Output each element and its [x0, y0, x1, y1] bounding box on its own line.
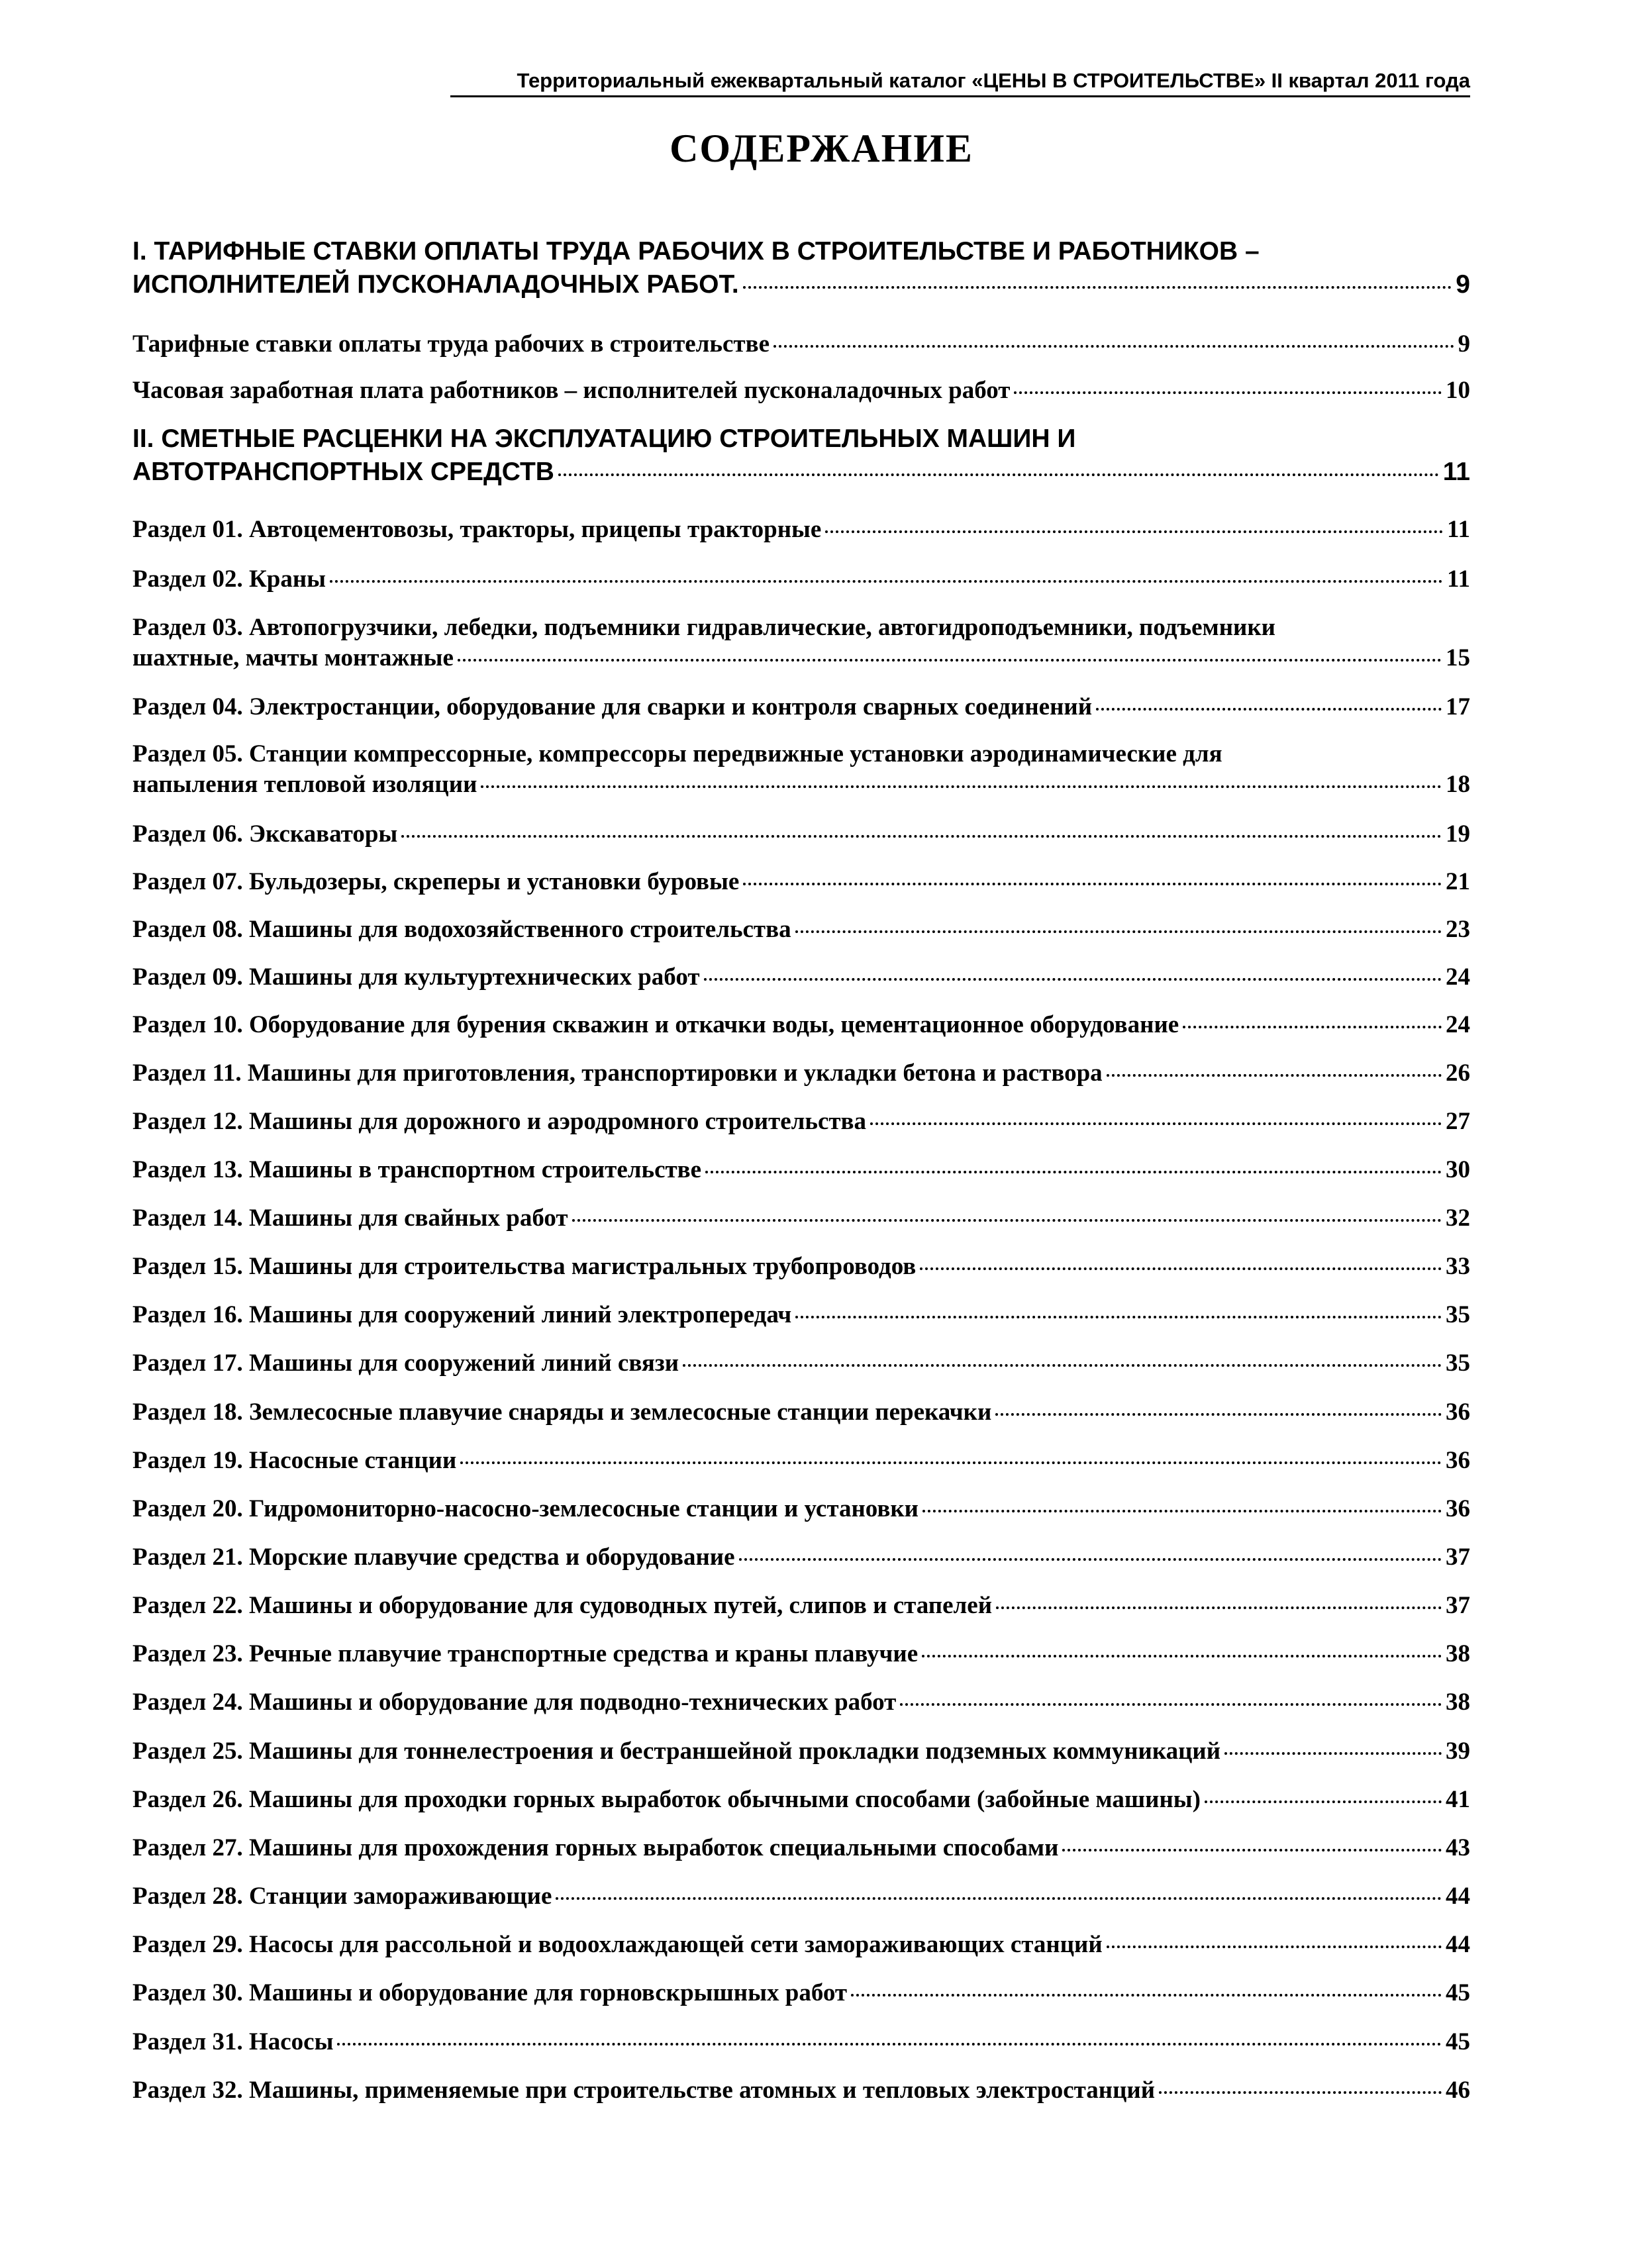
toc-page-number: 39: [1446, 1738, 1470, 1765]
toc-page-number: 37: [1446, 1592, 1470, 1619]
toc-entry-title: ИСПОЛНИТЕЛЕЙ ПУСКОНАЛАДОЧНЫХ РАБОТ.: [132, 270, 739, 299]
dot-leader: [330, 580, 1443, 583]
toc-entry-title: Раздел 27. Машины для прохождения горных выработок специальными способами: [132, 1834, 1059, 1861]
dot-leader: [739, 1558, 1442, 1561]
toc-entry-title: Раздел 06. Экскаваторы: [132, 820, 398, 848]
dot-leader: [558, 473, 1439, 476]
toc-entry-title: Раздел 09. Машины для культуртехнических работ: [132, 963, 700, 991]
dot-leader: [870, 1122, 1442, 1125]
toc-page-number: 44: [1446, 1931, 1470, 1958]
toc-entry-title: Раздел 17. Машины для сооружений линий связи: [132, 1350, 679, 1377]
toc-entry-title: Раздел 22. Машины и оборудование для судоводных путей, слипов и стапелей: [132, 1592, 993, 1619]
toc-entry[interactable]: [132, 819, 1470, 850]
toc-entry-title: Раздел 25. Машины для тоннелестроения и бестраншейной прокладки подземных коммуникаций: [132, 1738, 1221, 1765]
toc-page-number: 36: [1446, 1447, 1470, 1474]
toc-entry[interactable]: [132, 1494, 1470, 1524]
toc-page-number: 44: [1446, 1883, 1470, 1910]
dot-leader: [683, 1364, 1442, 1367]
toc-entry-title: Раздел 14. Машины для свайных работ: [132, 1205, 568, 1232]
toc-entry-title: Раздел 01. Автоцементовозы, тракторы, прицепы тракторные: [132, 516, 822, 543]
toc-entry[interactable]: [132, 375, 1470, 406]
dot-leader: [458, 659, 1442, 662]
toc-page-number: 18: [1446, 771, 1470, 798]
dot-leader: [920, 1267, 1442, 1270]
toc-page-number: 9: [1456, 270, 1470, 299]
toc-entry-title: Раздел 10. Оборудование для бурения скважин и откачки воды, цементационное оборудование: [132, 1011, 1179, 1038]
toc-page-number: 27: [1446, 1108, 1470, 1135]
toc-page-number: 24: [1446, 1011, 1470, 1038]
dot-leader: [795, 930, 1442, 933]
toc-page-number: 9: [1458, 330, 1470, 358]
toc-entry-title: Раздел 26. Машины для проходки горных выработок обычными способами (забойные машины): [132, 1786, 1201, 1813]
toc-page-number: 24: [1446, 963, 1470, 991]
dot-leader: [401, 835, 1442, 838]
toc-entry-line: II. СМЕТНЫЕ РАСЦЕНКИ НА ЭКСПЛУАТАЦИЮ СТРОИТЕЛЬНЫХ МАШИН И: [132, 424, 1076, 453]
toc-entry[interactable]: [132, 1542, 1470, 1573]
toc-entry[interactable]: [132, 1107, 1470, 1137]
toc-page-number: 15: [1446, 644, 1470, 671]
toc-entry[interactable]: [132, 1930, 1470, 1960]
toc-entry-title: Раздел 28. Станции замораживающие: [132, 1883, 552, 1910]
toc-page-number: 19: [1446, 820, 1470, 848]
toc-entry-title: Раздел 32. Машины, применяемые при строительстве атомных и тепловых электростанций: [132, 2077, 1156, 2104]
toc-entry-title: Раздел 19. Насосные станции: [132, 1447, 457, 1474]
toc-entry-title: Раздел 16. Машины для сооружений линий электропередач: [132, 1301, 792, 1328]
toc-entry[interactable]: [132, 2027, 1470, 2057]
toc-page-number: 32: [1446, 1205, 1470, 1232]
dot-leader: [1224, 1752, 1442, 1755]
dot-leader: [481, 785, 1442, 788]
dot-leader: [460, 1461, 1442, 1464]
toc-page-number: 35: [1446, 1350, 1470, 1377]
toc-entry-title: Часовая заработная плата работников – исполнителей пусконаладочных работ: [132, 377, 1011, 404]
toc-page-number: 26: [1446, 1060, 1470, 1087]
toc-page-number: 11: [1447, 566, 1470, 593]
toc-page-number: 17: [1446, 693, 1470, 720]
toc-page-number: 41: [1446, 1786, 1470, 1813]
toc-entry[interactable]: [132, 1978, 1470, 2008]
toc-entry-title: Раздел 13. Машины в транспортном строительстве: [132, 1156, 702, 1183]
toc-entry-title: напыления тепловой изоляции: [132, 771, 477, 798]
toc-entry-title: Раздел 11. Машины для приготовления, транспортировки и укладки бетона и раствора: [132, 1060, 1103, 1087]
toc-page-number: 36: [1446, 1495, 1470, 1522]
toc-page-number: 10: [1446, 377, 1470, 404]
toc-page-number: 33: [1446, 1253, 1470, 1280]
toc-entry[interactable]: [132, 1687, 1470, 1718]
toc-page-number: 46: [1446, 2077, 1470, 2104]
dot-leader: [825, 530, 1443, 533]
toc-entry-title: АВТОТРАНСПОРТНЫХ СРЕДСТВ: [132, 458, 554, 486]
dot-leader: [995, 1413, 1442, 1416]
toc-entry[interactable]: [132, 1058, 1470, 1089]
dot-leader: [900, 1703, 1442, 1706]
toc-entry[interactable]: [132, 613, 1470, 673]
toc-entry[interactable]: [132, 515, 1470, 545]
dot-leader: [795, 1316, 1442, 1318]
toc-page-number: 37: [1446, 1544, 1470, 1571]
toc-entry-title: Раздел 29. Насосы для рассольной и водоохлаждающей сети замораживающих станций: [132, 1931, 1103, 1958]
toc-entry-title: Раздел 18. Землесосные плавучие снаряды и землесосные станции перекачки: [132, 1399, 992, 1426]
toc-entry-title: Раздел 12. Машины для дорожного и аэродромного строительства: [132, 1108, 867, 1135]
toc-page-number: 45: [1446, 1979, 1470, 2006]
toc-entry-title: Раздел 21. Морские плавучие средства и оборудование: [132, 1544, 735, 1571]
running-header: Территориальный ежеквартальный каталог «ЦЕНЫ В СТРОИТЕЛЬСТВЕ» II квартал 2011 года: [450, 66, 1470, 97]
toc-page-number: 35: [1446, 1301, 1470, 1328]
dot-leader: [1159, 2091, 1442, 2094]
toc-page-number: 38: [1446, 1640, 1470, 1667]
toc-entry-title: шахтные, мачты монтажные: [132, 644, 454, 671]
toc-entry[interactable]: [132, 1348, 1470, 1379]
toc-entry[interactable]: [132, 962, 1470, 993]
dot-leader: [1096, 708, 1442, 711]
dot-leader: [743, 286, 1452, 289]
dot-leader: [556, 1897, 1442, 1900]
dot-leader: [572, 1219, 1442, 1222]
dot-leader: [1107, 1074, 1442, 1077]
toc-entry[interactable]: [132, 1203, 1470, 1234]
dot-leader: [1062, 1849, 1442, 1851]
toc-entry[interactable]: [132, 867, 1470, 897]
dot-leader: [922, 1655, 1442, 1657]
toc-entry[interactable]: [132, 1591, 1470, 1621]
toc-entry-title: Раздел 24. Машины и оборудование для подводно-технических работ: [132, 1689, 897, 1716]
toc-page-number: 11: [1442, 458, 1470, 486]
toc-entry[interactable]: [132, 1639, 1470, 1669]
toc-entry[interactable]: [132, 1833, 1470, 1863]
toc-entry[interactable]: [132, 329, 1470, 360]
dot-leader: [996, 1606, 1442, 1609]
toc-page-number: 36: [1446, 1399, 1470, 1426]
toc-entry[interactable]: [132, 235, 1470, 301]
toc-entry-title: Раздел 31. Насосы: [132, 2028, 334, 2055]
toc-entry[interactable]: [132, 1252, 1470, 1282]
toc-entry-title: Раздел 23. Речные плавучие транспортные средства и краны плавучие: [132, 1640, 919, 1667]
toc-entry-title: Раздел 04. Электростанции, оборудование для сварки и контроля сварных соединений: [132, 693, 1093, 720]
dot-leader: [773, 345, 1454, 348]
toc-entry[interactable]: [132, 1785, 1470, 1815]
toc-entry[interactable]: [132, 692, 1470, 722]
toc-entry[interactable]: [132, 1300, 1470, 1330]
toc-entry-title: Тарифные ставки оплаты труда рабочих в строительстве: [132, 330, 770, 358]
toc-entry-line: Раздел 03. Автопогрузчики, лебедки, подъемники гидравлические, автогидроподъемники, подъемники: [132, 614, 1275, 641]
toc-page-number: 23: [1446, 916, 1470, 943]
toc-entry[interactable]: [132, 1155, 1470, 1185]
toc-entry[interactable]: [132, 564, 1470, 595]
dot-leader: [704, 978, 1442, 981]
toc-page-number: 11: [1447, 516, 1470, 543]
toc-entry[interactable]: [132, 1397, 1470, 1428]
dot-leader: [1183, 1026, 1442, 1028]
dot-leader: [743, 883, 1442, 885]
toc-entry[interactable]: [132, 1446, 1470, 1476]
toc-entry[interactable]: [132, 914, 1470, 945]
toc-page-number: 43: [1446, 1834, 1470, 1861]
toc-entry-line: I. ТАРИФНЫЕ СТАВКИ ОПЛАТЫ ТРУДА РАБОЧИХ В СТРОИТЕЛЬСТВЕ И РАБОТНИКОВ –: [132, 237, 1260, 266]
dot-leader: [922, 1510, 1442, 1512]
dot-leader: [1205, 1800, 1442, 1803]
toc-entry-title: Раздел 02. Краны: [132, 566, 326, 593]
dot-leader: [705, 1171, 1442, 1173]
toc-entry[interactable]: [132, 739, 1470, 800]
toc-entry-title: Раздел 08. Машины для водохозяйственного строительства: [132, 916, 791, 943]
toc-page-number: 45: [1446, 2028, 1470, 2055]
toc-entry-title: Раздел 15. Машины для строительства магистральных трубопроводов: [132, 1253, 917, 1280]
page-title: СОДЕРЖАНИЕ: [670, 126, 973, 170]
dot-leader: [1014, 391, 1442, 394]
dot-leader: [1107, 1946, 1442, 1948]
toc-entry[interactable]: [132, 1010, 1470, 1040]
toc-entry-title: Раздел 30. Машины и оборудование для горновскрышных работ: [132, 1979, 848, 2006]
dot-leader: [337, 2043, 1442, 2046]
toc-entry-title: Раздел 07. Бульдозеры, скреперы и установки буровые: [132, 868, 740, 895]
toc-entry[interactable]: [132, 1881, 1470, 1912]
toc-entry[interactable]: [132, 2075, 1470, 2106]
toc-page-number: 30: [1446, 1156, 1470, 1183]
dot-leader: [851, 1994, 1442, 1997]
toc-entry-title: Раздел 20. Гидромониторно-насосно-землесосные станции и установки: [132, 1495, 919, 1522]
toc-entry-line: Раздел 05. Станции компрессорные, компрессоры передвижные установки аэродинамические для: [132, 740, 1222, 767]
toc-entry[interactable]: [132, 422, 1470, 489]
toc-page-number: 38: [1446, 1689, 1470, 1716]
toc-entry[interactable]: [132, 1736, 1470, 1767]
toc-page-number: 21: [1446, 868, 1470, 895]
